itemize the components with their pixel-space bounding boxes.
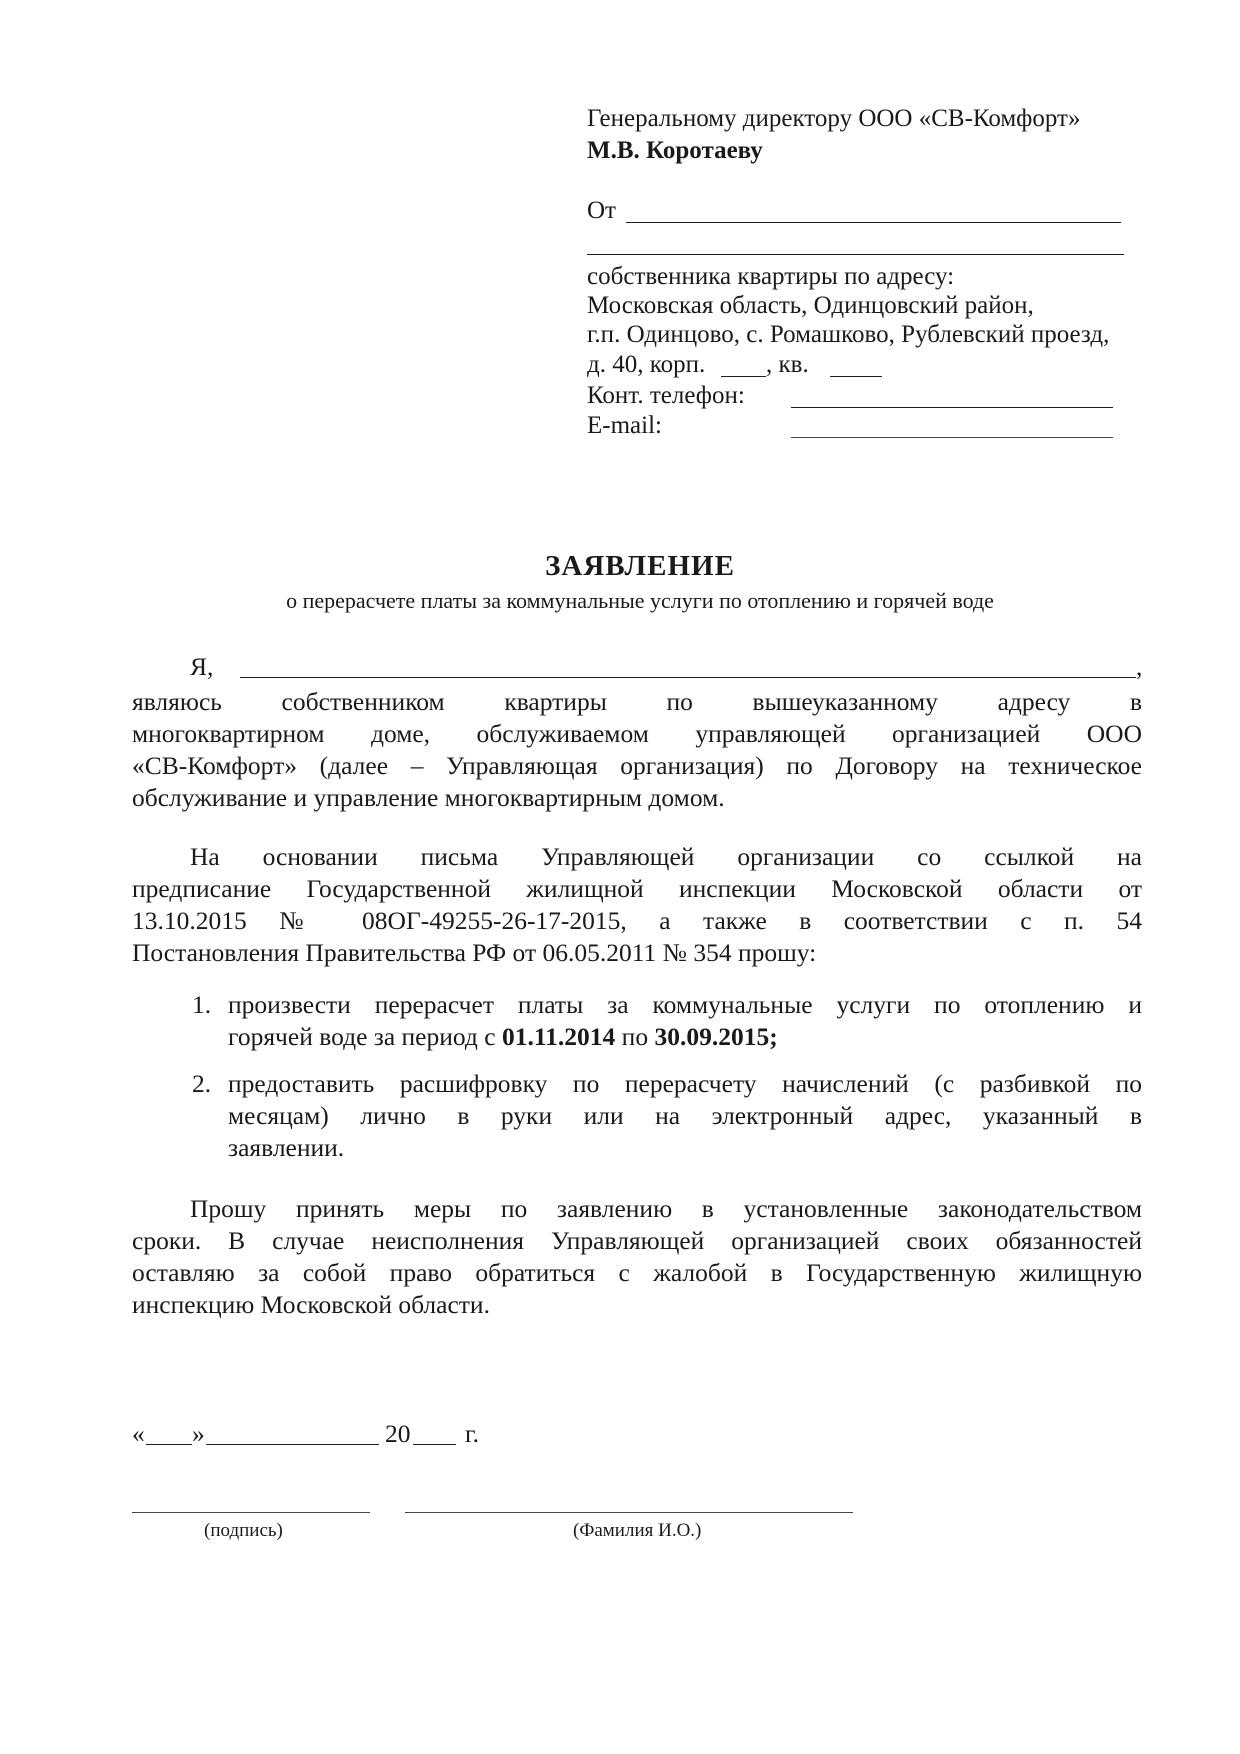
closing-line-4: инспекцию Московской области.: [132, 1290, 490, 1319]
signature-blank: [132, 1512, 370, 1513]
intro-line-2: многоквартирном доме, обслуживаемом управляющей организацией ООО: [132, 719, 1142, 748]
period-end-date: 30.09.2015: [654, 1022, 770, 1051]
document-title: ЗАЯВЛЕНИЕ: [545, 550, 735, 582]
phone-label: Конт. телефон:: [587, 382, 745, 409]
request-1-number: 1.: [192, 990, 212, 1019]
basis-line-2: предписание Государственной жилищной инспекции Московской области от: [132, 874, 1142, 903]
request-2-number: 2.: [192, 1069, 212, 1098]
address-line-3-mid: , кв.: [766, 351, 809, 378]
email-blank: [791, 437, 1113, 438]
request-1-line-2: [228, 1021, 1142, 1053]
closing-paragraph: [132, 1193, 1142, 1321]
full-name-blank: [405, 1512, 853, 1513]
date-close-quote: »: [192, 1419, 205, 1448]
closing-line-2: сроки. В случае неисполнения Управляющей организацией своих обязанностей: [132, 1226, 1142, 1255]
request-1-semicolon: ;: [769, 1022, 778, 1051]
from-blank-line-2: [587, 254, 1124, 255]
period-start-date: 01.11.2014: [501, 1022, 616, 1051]
intro-line-3: «СВ-Комфорт» (далее – Управляющая организация) по Договору на техническое: [132, 751, 1142, 780]
date-month-blank: [206, 1444, 379, 1445]
address-line-2: г.п. Одинцово, с. Ромашково, Рублевский проезд,: [587, 321, 1110, 348]
intro-pronoun: Я,: [190, 652, 214, 681]
request-2: [228, 1068, 1142, 1164]
request-1-period-prefix: горячей воде за период с: [228, 1022, 502, 1051]
addressee-title: Генеральному директору ООО «СВ-Комфорт»: [587, 105, 1081, 132]
building-blank: [721, 376, 766, 377]
from-label: От: [587, 197, 616, 224]
request-2-line-1: предоставить расшифровку по перерасчету начислений (с разбивкой по: [228, 1069, 1142, 1098]
intro-line-1: являюсь собственником квартиры по вышеуказанному адресу в: [132, 687, 1142, 716]
closing-line-1: Прошу принять меры по заявлению в установленные законодательством: [190, 1194, 1142, 1223]
date-year-suffix: г.: [465, 1419, 479, 1448]
apartment-blank: [830, 376, 882, 377]
document-subtitle: о перерасчете платы за коммунальные услуги по отоплению и горячей воде: [286, 588, 994, 613]
full-name-caption: (Фамилия И.О.): [573, 1520, 702, 1541]
basis-line-1: На основании письма Управляющей организации со ссылкой на: [190, 842, 1142, 871]
intro-paragraph: [132, 686, 1142, 814]
request-1-line-1: произвести перерасчет платы за коммунальные услуги по отоплению и: [228, 990, 1142, 1019]
intro-line-4: обслуживание и управление многоквартирным домом.: [132, 783, 725, 812]
applicant-name-blank: [240, 677, 1136, 678]
basis-paragraph: [132, 841, 1142, 969]
owner-line: собственника квартиры по адресу:: [587, 263, 955, 290]
request-2-line-3: заявлении.: [228, 1133, 345, 1162]
basis-line-3: 13.10.2015 № 08ОГ-49255-26-17-2015, а также в соответствии с п. 54: [132, 906, 1142, 935]
address-line-1: Московская область, Одинцовский район,: [587, 292, 1034, 319]
date-year-prefix: 20: [385, 1419, 411, 1448]
date-day-blank: [146, 1444, 192, 1445]
from-blank-line-1: [626, 222, 1121, 223]
phone-blank: [791, 407, 1113, 408]
address-line-3-prefix: д. 40, корп.: [587, 351, 706, 378]
request-2-line-2: месяцам) лично в руки или на электронный адрес, указанный в: [228, 1101, 1142, 1130]
date-open-quote: «: [132, 1419, 145, 1448]
basis-line-4: Постановления Правительства РФ от 06.05.2011 № 354 прошу:: [132, 938, 817, 967]
signature-caption: (подпись): [204, 1520, 283, 1541]
intro-comma: ,: [1136, 652, 1143, 681]
request-1: [228, 989, 1142, 1053]
addressee-name: М.В. Коротаеву: [587, 137, 763, 164]
date-year-blank: [413, 1444, 456, 1445]
request-1-period-mid: по: [615, 1022, 655, 1051]
email-label: E-mail:: [587, 412, 662, 439]
closing-line-3: оставляю за собой право обратиться с жалобой в Государственную жилищную: [132, 1258, 1142, 1287]
